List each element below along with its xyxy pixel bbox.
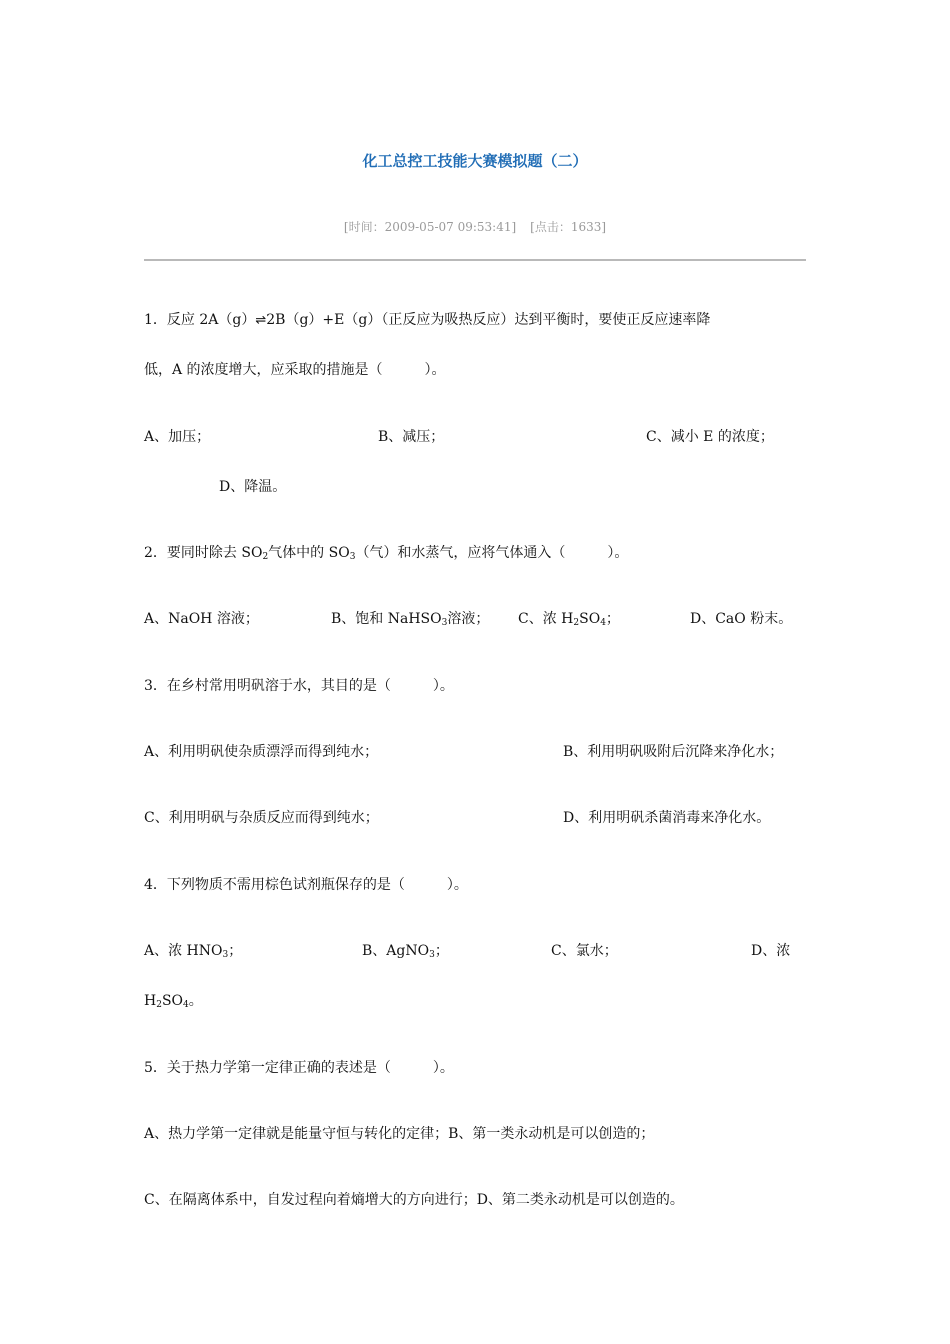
question-2-option-c: C、浓 $H_2SO_4$；: [518, 611, 620, 628]
equilibrium-arrow-icon: ⇌: [255, 313, 267, 328]
question-4-option-b: B、AgNO$_3$；: [362, 943, 449, 960]
page-title: 化工总控工技能大赛模拟题（二）: [362, 152, 588, 170]
question-3-option-c: C、利用明矾与杂质反应而得到纯水；: [144, 810, 379, 826]
question-2-option-a: A、NaOH 溶液；: [144, 611, 259, 627]
question-4-stem: 4．下列物质不需用棕色试剂瓶保存的是（ ）。: [144, 877, 468, 893]
question-1-option-a: A、加压；: [144, 429, 211, 445]
question-4-option-d: D、浓: [751, 943, 791, 959]
question-5-options-ab: A、热力学第一定律就是能量守恒与转化的定律；B、第一类永动机是可以创造的；: [144, 1126, 655, 1142]
click-count: [点击：1633]: [530, 220, 607, 234]
question-3-option-a: A、利用明矾使杂质漂浮而得到纯水；: [144, 744, 379, 760]
question-4-option-c: C、氯水；: [551, 943, 618, 959]
question-1-option-b: B、减压；: [378, 429, 445, 445]
question-2-option-d: D、CaO 粉末。: [690, 611, 793, 627]
question-4-option-a: A、浓 $HNO_3$；: [144, 943, 243, 960]
question-5-stem: 5．关于热力学第一定律正确的表述是（ ）。: [144, 1060, 454, 1076]
question-2-option-b: B、饱和 NaHSO$_3$溶液；: [331, 611, 490, 628]
question-1-stem-line-1: 1．反应 2A（g）⇌2B（g）+E（g）（正反应为吸热反应）达到平衡时，要使正反应速率降: [144, 312, 711, 328]
question-1-stem-line-2: 低，A 的浓度增大，应采取的措施是（ ）。: [144, 362, 446, 378]
question-5-options-cd: C、在隔离体系中，自发过程向着熵增大的方向进行；D、第二类永动机是可以创造的。: [144, 1192, 684, 1208]
question-4-option-d-continued: $H_2SO_4$。: [144, 993, 203, 1010]
question-3-option-d: D、利用明矾杀菌消毒来净化水。: [563, 810, 771, 826]
question-1-option-c: C、减小 E 的浓度；: [646, 429, 774, 445]
article-meta: [0, 218, 950, 235]
question-3-option-b: B、利用明矾吸附后沉降来净化水；: [563, 744, 784, 760]
publish-time: [时间：2009-05-07 09:53:41]: [343, 220, 517, 234]
header-divider: [144, 259, 806, 261]
question-2-stem: 2．要同时除去 $SO_2$气体中的 $SO_3$（气）和水蒸气，应将气体通入（ ）。: [144, 545, 629, 562]
question-1-option-d: D、降温。: [219, 479, 287, 495]
question-3-stem: 3．在乡村常用明矾溶于水，其目的是（ ）。: [144, 678, 454, 694]
